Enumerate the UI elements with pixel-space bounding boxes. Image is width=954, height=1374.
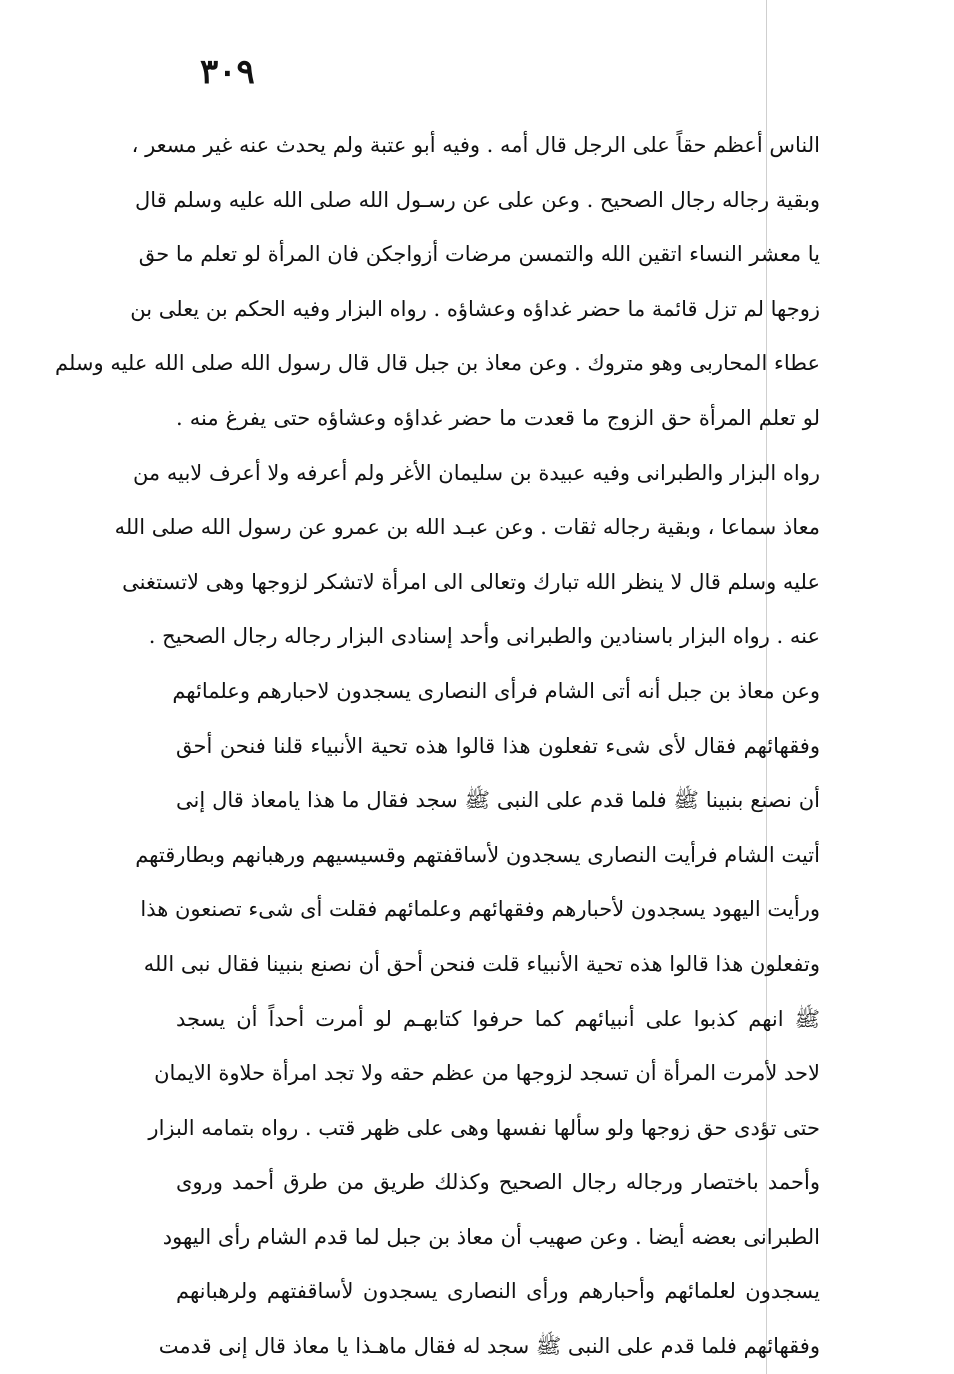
text-line-4: زوجها لم تزل قائمة ما حضر غداؤه وعشاؤه . رواه البزار وفيه الحكم بن يعلى بن <box>130 296 820 321</box>
text-line-11: وعن معاذ بن جبل أنه أتى الشام فرأى النصارى يسجدون لاحبارهم وعلمائهم <box>172 678 820 703</box>
text-line-15: ورأيت اليهود يسجدون لأحبارهم وفقهائهم وعلمائهم فقلت أى شىء تصنعون هذا <box>140 897 820 922</box>
body-text <box>54 118 820 1374</box>
text-line-16: وتفعلون هذا قالوا هذه تحية الأنبياء قلت فنحن أحق أن نصنع بنبينا فقال نبى الله <box>143 951 820 976</box>
text-line-10: عنه . رواه البزار باسنادين والطبرانى وأحد إسنادى البزار رجاله رجال الصحيح . <box>148 624 820 649</box>
text-line-7: رواه البزار والطبرانى وفيه عبيدة بن سليمان الأغر ولم أعرفه ولا أعرف لابيه من <box>132 460 820 485</box>
text-line-6: لو تعلم المرأة حق الزوج ما قعدت ما حضر غداؤه وعشاؤه حتى يفرغ منه . <box>176 405 820 430</box>
text-line-22: يسجدون لعلمائهم وأحبارهم ورأى النصارى يسجدون لأساقفتهم ولرهبانهم <box>176 1279 820 1304</box>
text-line-17: ﷺ انهم كذبوا على أنبيائهم كما حرفوا كتابهـم لو أمرت أحداً أن يسجد <box>176 1006 820 1031</box>
text-line-8: معاذ سماعا ، وبقية رجاله ثقات . وعن عبـد الله بن عمرو عن رسول الله صلى الله <box>114 515 820 540</box>
text-line-12: وفقهائهم فقال لأى شىء تفعلون هذا قالوا هذه تحية الأنبياء قلنا فنحن أحق <box>176 733 820 758</box>
text-line-20: وأحمد باختصار ورجاله رجال الصحيح وكذلك طريق من طرق أحمد وروى <box>176 1170 820 1195</box>
text-line-19: حتى تؤدى حق زوجها ولو سألها نفسها وهى على ظهر قتب . رواه بتمامه البزار <box>148 1115 820 1140</box>
text-line-23: وفقهائهم فلما قدم على النبى ﷺ سجد له فقال ماهـذا يا معاذ قال إنى قدمت <box>158 1334 820 1359</box>
text-line-3: يا معشر النساء اتقين الله والتمسن مرضات أزواجكن فان المرأة لو تعلم ما حق <box>138 242 820 267</box>
text-line-2: وبقية رجاله رجال الصحيح . وعن على عن رسـول الله صلى الله عليه وسلم قال <box>135 187 820 212</box>
page-number: ٣٠٩ <box>200 52 255 92</box>
text-line-5: عطاء المحاربى وهو متروك . وعن معاذ بن جبل قال قال رسول الله صلى الله عليه وسلم <box>54 351 820 376</box>
text-line-13: أن نصنع بنبينا ﷺ فلما قدم على النبى ﷺ سجد فقال ما هذا يامعاذ قال إنى <box>176 788 820 813</box>
text-line-21: الطبرانى بعضه أيضا . وعن صهيب أن معاذ بن جبل لما قدم الشام رأى اليهود <box>162 1224 820 1249</box>
text-line-9: عليه وسلم قال لا ينظر الله تبارك وتعالى الى امرأة لاتشكر لزوجها وهى لاتستغنى <box>122 569 820 594</box>
text-line-1: الناس أعظم حقاً على الرجل قال أمه . وفيه أبو عتبة ولم يحدث عنه غير مسعر ، <box>131 133 820 157</box>
text-line-14: أتيت الشام فرأيت النصارى يسجدون لأساقفتهم وقسيسيهم ورهبانهم وبطارقتهم <box>135 842 820 867</box>
text-line-18: لاحد لأمرت المرأة أن تسجد لزوجها من عظم حقه ولا تجد امرأة حلاوة الايمان <box>154 1061 820 1086</box>
